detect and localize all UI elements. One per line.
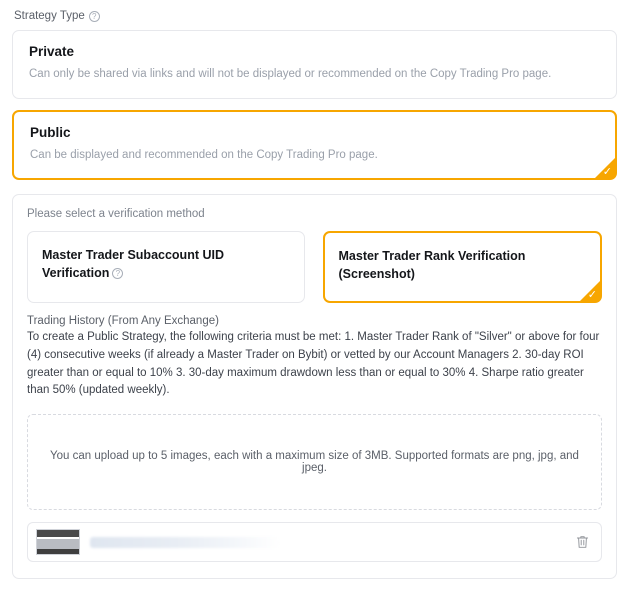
verification-method-row	[27, 231, 602, 303]
strategy-option-public[interactable]	[12, 110, 617, 181]
image-upload-hint: You can upload up to 5 images, each with a maximum size of 3MB. Supported formats are png, jpg, and jpeg.	[50, 450, 579, 475]
verification-method-subaccount-uid-title: Master Trader Subaccount UID Verification	[42, 248, 224, 281]
strategy-option-private-title: Private	[29, 44, 75, 59]
checkmark-icon: ✓	[602, 166, 612, 179]
strategy-option-public-description: Can be displayed and recommended on the Copy Trading Pro page.	[30, 148, 378, 161]
uploaded-file-name	[90, 537, 280, 548]
trash-icon[interactable]	[576, 535, 589, 549]
verification-method-subaccount-uid[interactable]	[27, 231, 305, 303]
verification-prompt: Please select a verification method	[27, 208, 205, 221]
checkmark-icon: ✓	[587, 289, 597, 302]
strategy-option-private-description: Can only be shared via links and will not be displayed or recommended on the Copy Trading Pro page.	[29, 68, 552, 80]
question-mark-icon[interactable]: ?	[112, 268, 123, 279]
uploaded-file-row	[27, 522, 602, 562]
question-mark-icon[interactable]: ?	[89, 11, 100, 22]
image-thumbnail[interactable]	[36, 529, 80, 555]
strategy-option-public-title: Public	[30, 124, 71, 140]
image-upload-dropzone[interactable]	[27, 414, 602, 510]
strategy-option-private[interactable]	[12, 30, 617, 99]
verification-panel	[12, 194, 617, 579]
verification-method-rank-screenshot[interactable]	[323, 231, 603, 303]
strategy-type-label	[14, 10, 617, 22]
criteria-text: To create a Public Strategy, the following criteria must be met: 1. Master Trader Rank of "Silver" or above for four (4) consecutive weeks (if already a Master Trader on Bybit) or vetted by our Account Managers 2. 30-day ROI greater than or equal to 10% 3. 30-day maximum drawdown less than or equal to 30% 4. Sharpe ratio greater than 50% (updated weekly).	[27, 331, 600, 397]
verification-method-rank-screenshot-title: Master Trader Rank Verification (Screenshot)	[338, 249, 526, 282]
strategy-type-label-text: Strategy Type	[14, 10, 85, 22]
criteria-heading: Trading History (From Any Exchange)	[27, 315, 219, 328]
